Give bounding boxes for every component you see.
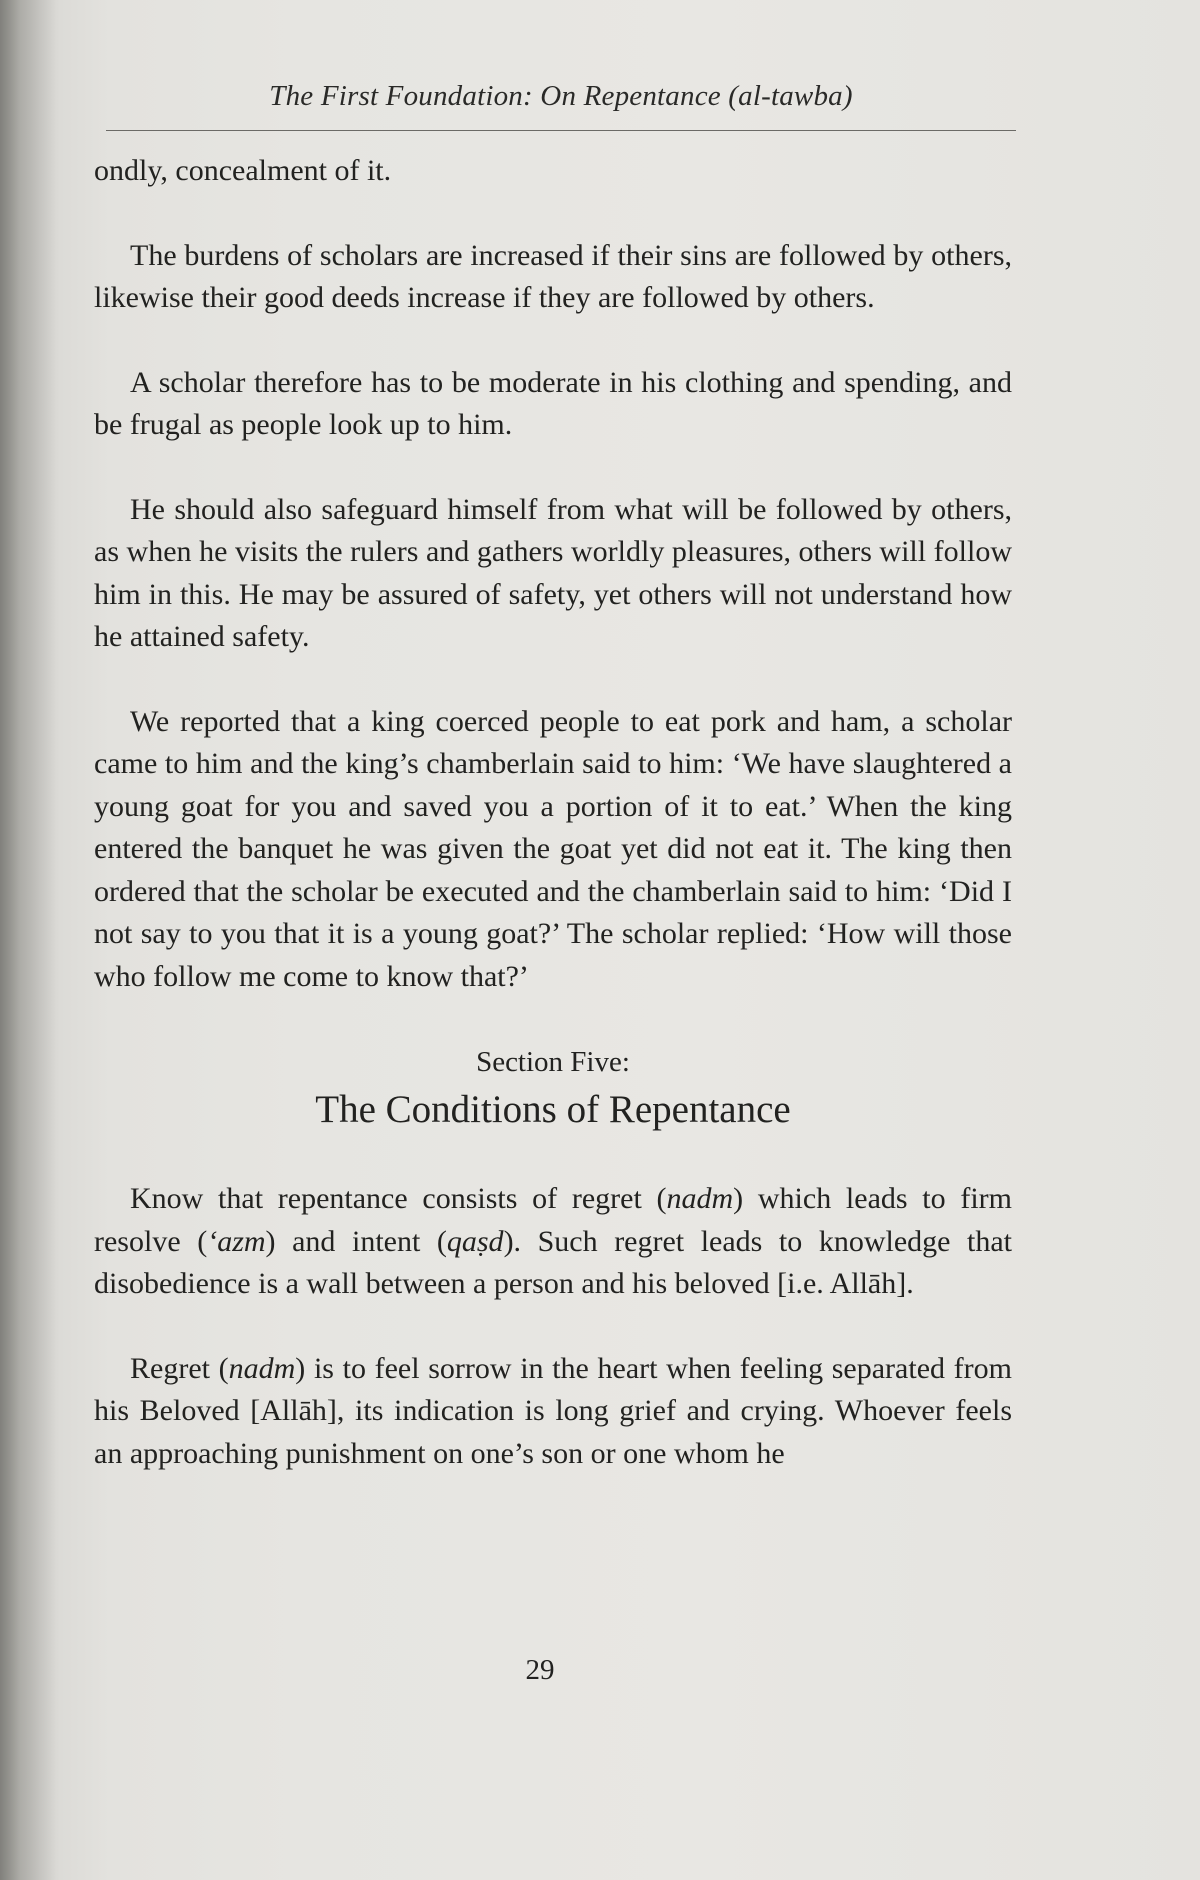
text-segment: ) and intent (: [265, 1224, 447, 1258]
text-segment: ). Such regret leads to knowledge that disobedience is a wall between a person and his beloved [i.e. Allāh].: [94, 1224, 1013, 1300]
running-header: The First Foundation: On Repentance (al-tawba): [269, 80, 853, 112]
section-heading: [94, 1040, 1012, 1136]
text-segment: ) which leads to firm resolve (: [94, 1182, 1012, 1258]
section-title: The Conditions of Repentance: [315, 1088, 791, 1131]
page-number: 29: [525, 1654, 555, 1686]
term-nadm: nadm: [228, 1351, 296, 1385]
paragraph-safeguard: He should also safeguard himself from what will be followed by others, as when he visits the rulers and gathers worldly pleasures, others will follow him in this. He may be assured of safety, yet others will not understand how he attained safety.: [94, 492, 1012, 653]
header-rule: [106, 130, 1016, 131]
paragraph-continuation: ondly, concealment of it.: [94, 154, 392, 187]
body-text: [94, 150, 1012, 1517]
text-segment: Regret (: [130, 1351, 229, 1385]
section-label: Section Five:: [476, 1046, 630, 1078]
term-qasd: qaṣd: [446, 1224, 504, 1258]
term-nadm: nadm: [666, 1182, 734, 1215]
paragraph-king-story: We reported that a king coerced people to eat pork and ham, a scholar came to him and the king’s chamberlain said to him: ‘We have slaughtered a young goat for you and saved you a portion of it to eat.’ When the king entered the banquet he was given the goat yet did not eat it. The king then ordered that the scholar be executed and the chamberlain said to him: ‘Did I not say to you that it is a young goat?’ The scholar replied: ‘How will those who follow me come to know that?’: [94, 704, 1012, 993]
spine-shadow: [0, 0, 56, 1880]
paragraph-moderation: A scholar therefore has to be moderate in his clothing and spending, and be frugal as people look up to him.: [94, 365, 1012, 441]
paragraph-burdens: The burdens of scholars are increased if their sins are followed by others, likewise their good deeds increase if they are followed by others.: [94, 238, 1012, 314]
text-segment: ) is to feel sorrow in the heart when feeling separated from his Beloved [Allāh], its indication is long grief and crying. Whoever feels an approaching punishment on one’s son or one whom he: [94, 1351, 1012, 1470]
term-azm: ‘azm: [207, 1224, 266, 1258]
paragraph-regret: [94, 1348, 1012, 1476]
paragraph-conditions: [94, 1178, 1012, 1306]
text-segment: Know that repentance consists of regret (: [130, 1182, 667, 1215]
